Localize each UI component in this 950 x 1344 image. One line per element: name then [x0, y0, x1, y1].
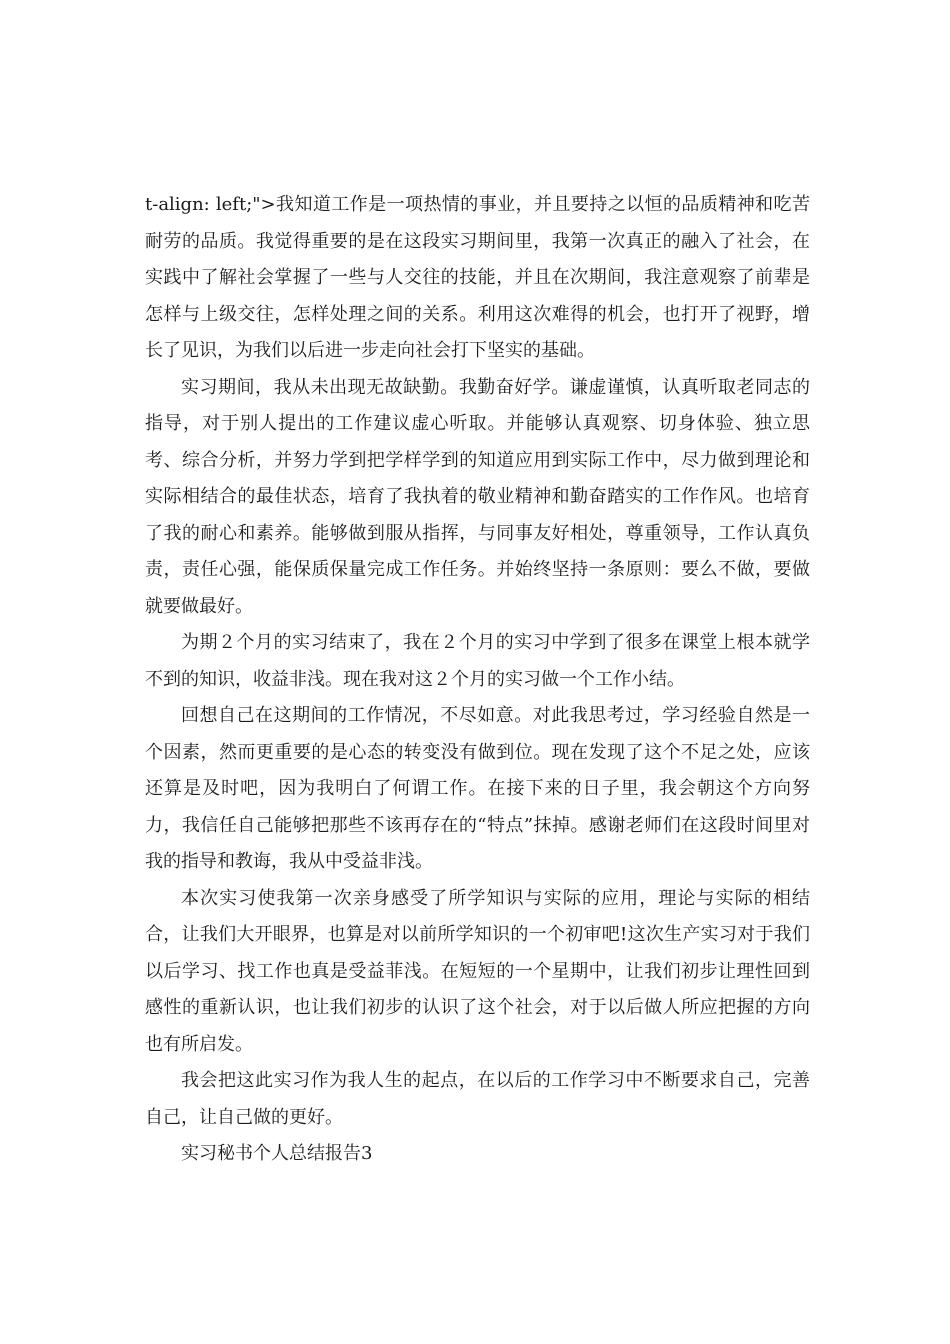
paragraph-2: 实习期间，我从未出现无故缺勤。我勤奋好学。谦虚谨慎，认真听取老同志的指导，对于别人提出的工作建议虚心听取。并能够认真观察、切身体验、独立思考、综合分析，并努力学到把学样学到的知道应用到实际工作中，尽力做到理论和实际相结合的最佳状态，培育了我执着的敬业精神和勤奋踏实的工作作风。也培育了我的耐心和素养。能够做到服从指挥，与同事友好相处，尊重领导，工作认真负责，责任心强，能保质保量完成工作任务。并始终坚持一条原则：要么不做，要做就要做最好。 [145, 376, 810, 617]
section-heading: 实习秘书个人总结报告3 [181, 1143, 373, 1164]
paragraph-3: 为期２个月的实习结束了，我在２个月的实习中学到了很多在课堂上根本就学不到的知识，收益非浅。现在我对这２个月的实习做一个工作小结。 [145, 632, 810, 690]
paragraph-5: 本次实习使我第一次亲身感受了所学知识与实际的应用，理论与实际的相结合，让我们大开眼界，也算是对以前所学知识的一个初审吧!这次生产实习对于我们以后学习、找工作也真是受益菲浅。在短短的一个星期中，让我们初步让理性回到感性的重新认识，也让我们初步的认识了这个社会，对于以后做人所应把握的方向也有所启发。 [145, 887, 810, 1055]
paragraph-4: 回想自己在这期间的工作情况，不尽如意。对此我思考过，学习经验自然是一个因素，然而更重要的是心态的转变没有做到位。现在发现了这个不足之处，应该还算是及时吧，因为我明白了何谓工作。在接下来的日子里，我会朝这个方向努力，我信任自己能够把那些不该再存在的“特点”抹掉。感谢老师们在这段时间里对我的指导和教诲，我从中受益非浅。 [145, 705, 810, 872]
paragraph-6: 我会把这此实习作为我人生的起点，在以后的工作学习中不断要求自己，完善自己，让自己做的更好。 [145, 1070, 810, 1128]
paragraph-1: t-align: left;">我知道工作是一项热情的事业，并且要持之以恒的品质精神和吃苦耐劳的品质。我觉得重要的是在这段实习期间里，我第一次真正的融入了社会，在实践中了解社会掌握了一些与人交往的技能，并且在次期间，我注意观察了前辈是怎样与上级交往，怎样处理之间的关系。利用这次难得的机会，也打开了视野，增长了见识，为我们以后进一步走向社会打下坚实的基础。 [145, 194, 810, 361]
document-body [145, 187, 810, 1173]
